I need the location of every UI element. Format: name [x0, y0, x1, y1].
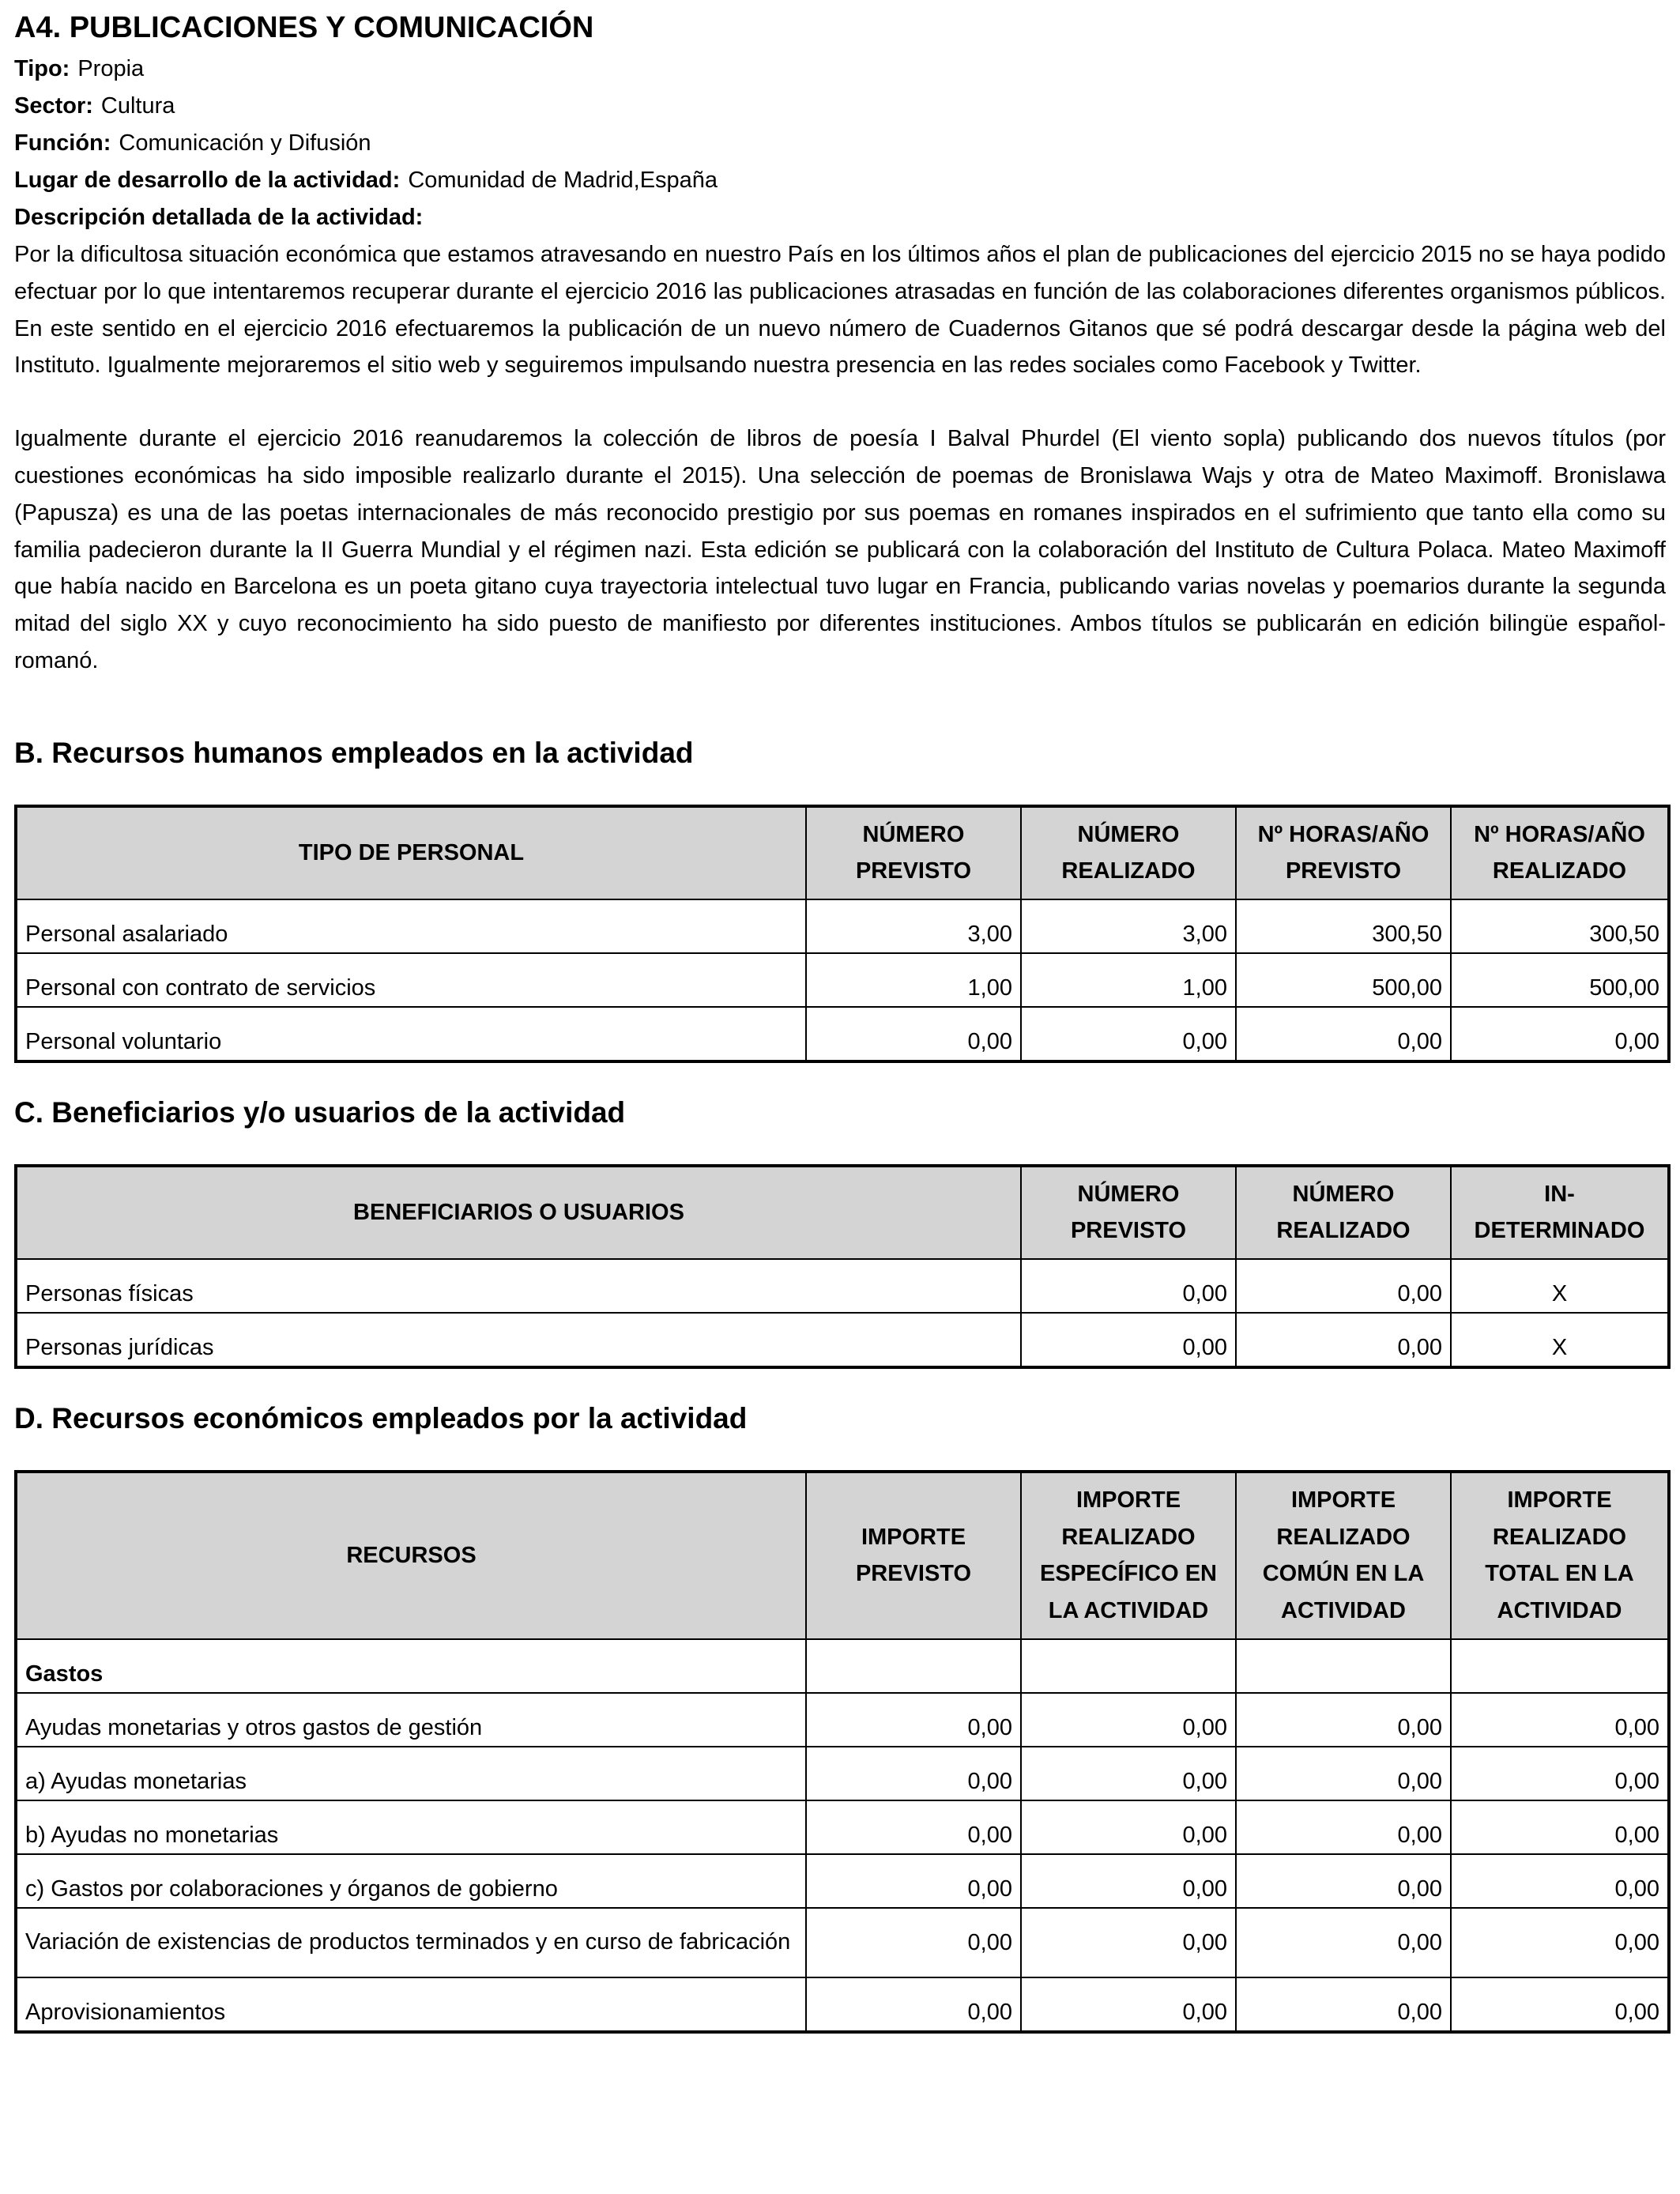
econ-cell: 0,00: [1021, 1977, 1236, 2032]
hr-cell: 0,00: [1021, 1007, 1236, 1061]
hr-cell: 1,00: [806, 953, 1021, 1007]
econ-header-2: IMPORTE REALIZADO ESPECÍFICO EN LA ACTIVIDAD: [1021, 1472, 1236, 1639]
section-b-heading: B. Recursos humanos empleados en la actividad: [14, 736, 694, 769]
econ-cell: 0,00: [1236, 1747, 1451, 1800]
lugar-label: Lugar de desarrollo de la actividad:: [14, 168, 401, 193]
economic-resources-table: [14, 1470, 1671, 2034]
econ-cell: 0,00: [1451, 1908, 1669, 1977]
hr-cell: 300,50: [1451, 899, 1669, 953]
sector-label: Sector:: [14, 93, 93, 119]
table-row: [16, 1854, 1669, 1908]
econ-cell: b) Ayudas no monetarias: [16, 1800, 806, 1854]
econ-cell: 0,00: [806, 1747, 1021, 1800]
lugar-line: [14, 162, 1666, 199]
tipo-label: Tipo:: [14, 56, 70, 81]
hr-cell: 3,00: [806, 899, 1021, 953]
group-row-gastos: [16, 1639, 1669, 1693]
lugar-value: Comunidad de Madrid,España: [408, 168, 718, 193]
econ-header-0: RECURSOS: [16, 1472, 806, 1639]
econ-header-4: IMPORTE REALIZADO TOTAL EN LA ACTIVIDAD: [1451, 1472, 1669, 1639]
hr-cell: 500,00: [1451, 953, 1669, 1007]
hr-cell: Personal con contrato de servicios: [16, 953, 806, 1007]
benef-header-0: BENEFICIARIOS O USUARIOS: [16, 1166, 1021, 1259]
econ-cell: 0,00: [1451, 1854, 1669, 1908]
description-paragraph-1: Por la dificultosa situación económica que estamos atravesando en nuestro País en los últimos años el plan de publicaciones del ejercicio 2015 no se haya podido efectuar por lo que intentaremos recuperar durante el ejercicio 2016 las publicaciones atrasadas en función de las colaboraciones diferentes organismos públicos. En este sentido en el ejercicio 2016 efectuaremos la publicación de un nuevo número de Cuadernos Gitanos que sé podrá descargar desde la página web del Instituto. Igualmente mejoraremos el sitio web y seguiremos impulsando nuestra presencia en las redes sociales como Facebook y Twitter.: [14, 242, 1666, 379]
table-row: [16, 1977, 1669, 2032]
activity-title: A4. PUBLICACIONES Y COMUNICACIÓN: [14, 11, 594, 44]
table-row: [16, 1259, 1669, 1313]
econ-cell: 0,00: [1021, 1747, 1236, 1800]
group-empty-cell: [1236, 1639, 1451, 1693]
benef-cell: X: [1451, 1259, 1669, 1313]
benef-header-1: NÚMERO PREVISTO: [1021, 1166, 1236, 1259]
benef-cell: Personas físicas: [16, 1259, 1021, 1313]
hr-header-2: NÚMERO REALIZADO: [1021, 806, 1236, 899]
table-row: [16, 1313, 1669, 1367]
econ-header-1: IMPORTE PREVISTO: [806, 1472, 1021, 1639]
econ-cell: 0,00: [1021, 1800, 1236, 1854]
econ-cell: 0,00: [1451, 1693, 1669, 1747]
funcion-line: [14, 125, 1666, 162]
benef-cell: 0,00: [1236, 1313, 1451, 1367]
econ-cell: Variación de existencias de productos terminados y en curso de fabricación: [16, 1908, 806, 1977]
econ-cell: c) Gastos por colaboraciones y órganos de gobierno: [16, 1854, 806, 1908]
econ-cell: Aprovisionamientos: [16, 1977, 806, 2032]
hr-cell: 0,00: [1236, 1007, 1451, 1061]
table-row: [16, 953, 1669, 1007]
group-empty-cell: [806, 1639, 1021, 1693]
table-row: [16, 1007, 1669, 1061]
hr-cell: Personal voluntario: [16, 1007, 806, 1061]
group-empty-cell: [1021, 1639, 1236, 1693]
econ-cell: 0,00: [1021, 1693, 1236, 1747]
benef-cell: 0,00: [1021, 1313, 1236, 1367]
table-row: [16, 899, 1669, 953]
econ-cell: 0,00: [1236, 1908, 1451, 1977]
econ-cell: 0,00: [806, 1908, 1021, 1977]
benef-cell: X: [1451, 1313, 1669, 1367]
hr-cell: 1,00: [1021, 953, 1236, 1007]
funcion-label: Función:: [14, 130, 111, 156]
tipo-line: [14, 51, 1666, 88]
hr-cell: 0,00: [806, 1007, 1021, 1061]
econ-cell: 0,00: [806, 1800, 1021, 1854]
hr-header-0: TIPO DE PERSONAL: [16, 806, 806, 899]
section-d-heading: D. Recursos económicos empleados por la actividad: [14, 1401, 748, 1434]
beneficiaries-table: [14, 1164, 1671, 1369]
econ-cell: 0,00: [1236, 1800, 1451, 1854]
hr-header-3: Nº HORAS/AÑO PREVISTO: [1236, 806, 1451, 899]
sector-value: Cultura: [100, 93, 175, 119]
hr-cell: 3,00: [1021, 899, 1236, 953]
sector-line: [14, 88, 1666, 125]
econ-cell: 0,00: [1451, 1977, 1669, 2032]
hr-cell: 0,00: [1451, 1007, 1669, 1061]
table-row: [16, 1693, 1669, 1747]
econ-cell: 0,00: [1451, 1747, 1669, 1800]
econ-cell: 0,00: [1236, 1854, 1451, 1908]
econ-cell: 0,00: [1021, 1854, 1236, 1908]
description-paragraph-2: Igualmente durante el ejercicio 2016 reanudaremos la colección de libros de poesía I Balval Phurdel (El viento sopla) publicando dos nuevos títulos (por cuestiones económicas ha sido imposible realizarlo durante el 2015). Una selección de poemas de Bronislawa Wajs y otra de Mateo Maximoff. Bronislawa (Papusza) es una de las poetas internacionales de más reconocido prestigio por sus poemas en romanes inspirados en el sufrimiento que tanto ella como su familia padecieron durante la II Guerra Mundial y el régimen nazi. Esta edición se publicará con la colaboración del Instituto de Cultura Polaca. Mateo Maximoff que había nacido en Barcelona es un poeta gitano cuya trayectoria intelectual tuvo lugar en Francia, publicando varias novelas y poemarios durante la segunda mitad del siglo XX y cuyo reconocimiento ha sido puesto de manifiesto por diferentes instituciones. Ambos títulos se publicarán en edición bilingüe español-romanó.: [14, 426, 1666, 673]
table-row: [16, 1908, 1669, 1977]
econ-cell: 0,00: [1236, 1693, 1451, 1747]
table-row: [16, 1747, 1669, 1800]
hr-cell: 300,50: [1236, 899, 1451, 953]
section-c-heading: C. Beneficiarios y/o usuarios de la actividad: [14, 1095, 626, 1129]
econ-cell: 0,00: [1236, 1977, 1451, 2032]
table-row: [16, 1800, 1669, 1854]
benef-header-3: IN-DETERMINADO: [1451, 1166, 1669, 1259]
benef-cell: 0,00: [1236, 1259, 1451, 1313]
benef-cell: Personas jurídicas: [16, 1313, 1021, 1367]
econ-cell: a) Ayudas monetarias: [16, 1747, 806, 1800]
tipo-value: Propia: [77, 56, 145, 81]
document-page: [14, 0, 1666, 2034]
descripcion-label: Descripción detallada de la actividad:: [14, 205, 424, 230]
group-label: Gastos: [16, 1639, 806, 1693]
group-empty-cell: [1451, 1639, 1669, 1693]
funcion-value: Comunicación y Difusión: [119, 130, 371, 156]
hr-cell: 500,00: [1236, 953, 1451, 1007]
econ-cell: 0,00: [806, 1693, 1021, 1747]
econ-cell: 0,00: [1021, 1908, 1236, 1977]
econ-header-3: IMPORTE REALIZADO COMÚN EN LA ACTIVIDAD: [1236, 1472, 1451, 1639]
econ-cell: 0,00: [806, 1977, 1021, 2032]
econ-cell: 0,00: [1451, 1800, 1669, 1854]
econ-cell: Ayudas monetarias y otros gastos de gestión: [16, 1693, 806, 1747]
human-resources-table: [14, 805, 1671, 1063]
benef-cell: 0,00: [1021, 1259, 1236, 1313]
hr-header-4: Nº HORAS/AÑO REALIZADO: [1451, 806, 1669, 899]
econ-cell: 0,00: [806, 1854, 1021, 1908]
hr-header-1: NÚMERO PREVISTO: [806, 806, 1021, 899]
benef-header-2: NÚMERO REALIZADO: [1236, 1166, 1451, 1259]
hr-cell: Personal asalariado: [16, 899, 806, 953]
